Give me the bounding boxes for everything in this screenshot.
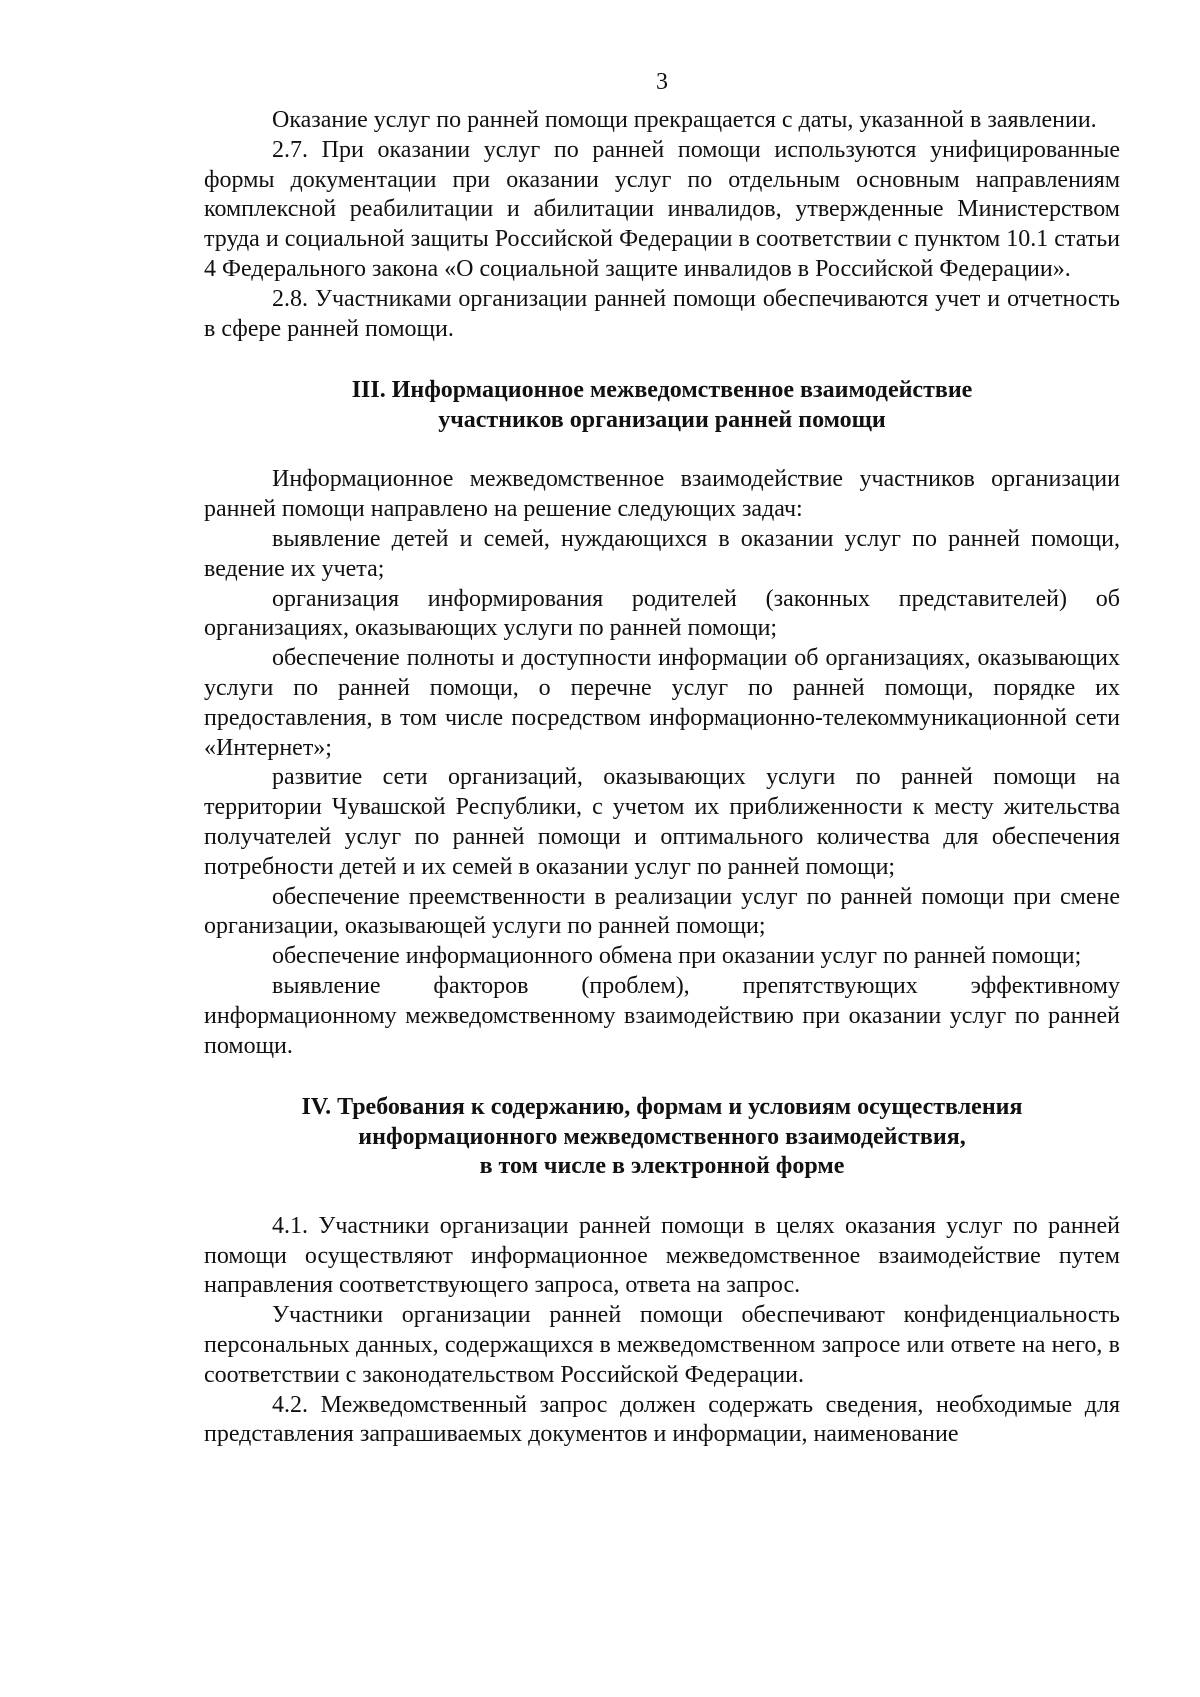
heading-line: IV. Требования к содержанию, формам и условиям осуществления xyxy=(301,1094,1023,1121)
section-heading-3 xyxy=(204,376,1120,435)
paragraph: обеспечение информационного обмена при оказании услуг по ранней помощи; xyxy=(272,943,1082,970)
heading-line: участников организации ранней помощи xyxy=(438,406,886,433)
section-heading-4 xyxy=(204,1093,1120,1182)
paragraph: организация информирования родителей (законных представителей) об организациях, оказывающих услуги по ранней помощи; xyxy=(204,585,1120,642)
heading-line: III. Информационное межведомственное взаимодействие xyxy=(351,377,973,404)
paragraph: 2.7. При оказании услуг по ранней помощи используются унифицированные формы документации при оказании услуг по отдельным основным направлениям комплексной реабилитации и абилитации инвалидов, утвержденные Министерством труда и социальной защиты Российской Федерации в соответствии с пунктом 10.1 статьи 4 Федерального закона «О социальной защите инвалидов в Российской Федерации». xyxy=(204,136,1120,282)
heading-line: информационного межведомственного взаимодействия, xyxy=(358,1123,966,1150)
paragraph: 4.1. Участники организации ранней помощи в целях оказания услуг по ранней помощи осуществляют информационное межведомственное взаимодействие путем направления соответствующего запроса, ответа на запрос. xyxy=(204,1212,1120,1299)
paragraph: 4.2. Межведомственный запрос должен содержать сведения, необходимые для представления запрашиваемых документов и информации, наименование xyxy=(204,1391,1120,1448)
paragraph: Участники организации ранней помощи обеспечивают конфиденциальность персональных данных, содержащихся в межведомственном запросе или ответе на него, в соответствии с законодательством Российской Федерации. xyxy=(204,1302,1120,1388)
paragraph: обеспечение полноты и доступности информации об организациях, оказывающих услуги по ранней помощи, о перечне услуг по ранней помощи, порядке их предоставления, в том числе посредством информационно-телекоммуникационной сети «Интернет»; xyxy=(204,645,1120,761)
page-number: 3 xyxy=(656,69,668,95)
document-page xyxy=(204,66,1120,1450)
paragraph: Информационное межведомственное взаимодействие участников организации ранней помощи направлено на решение следующих задач: xyxy=(204,466,1120,523)
paragraph: выявление факторов (проблем), препятствующих эффективному информационному межведомственному взаимодействию при оказании услуг по ранней помощи. xyxy=(204,972,1120,1059)
paragraph: развитие сети организаций, оказывающих услуги по ранней помощи на территории Чувашской Республики, с учетом их приближенности к месту жительства получателей услуг по ранней помощи и оптимального количества для обеспечения потребности детей и их семей в оказании услуг по ранней помощи; xyxy=(204,764,1120,880)
heading-line: в том числе в электронной форме xyxy=(479,1153,845,1180)
paragraph: Оказание услуг по ранней помощи прекращается с даты, указанной в заявлении. xyxy=(272,107,1097,133)
paragraph: выявление детей и семей, нуждающихся в оказании услуг по ранней помощи, ведение их учета; xyxy=(204,525,1120,582)
paragraph: обеспечение преемственности в реализации услуг по ранней помощи при смене организации, оказывающей услуги по ранней помощи; xyxy=(204,883,1120,940)
paragraph: 2.8. Участниками организации ранней помощи обеспечиваются учет и отчетность в сфере ранней помощи. xyxy=(204,285,1120,342)
